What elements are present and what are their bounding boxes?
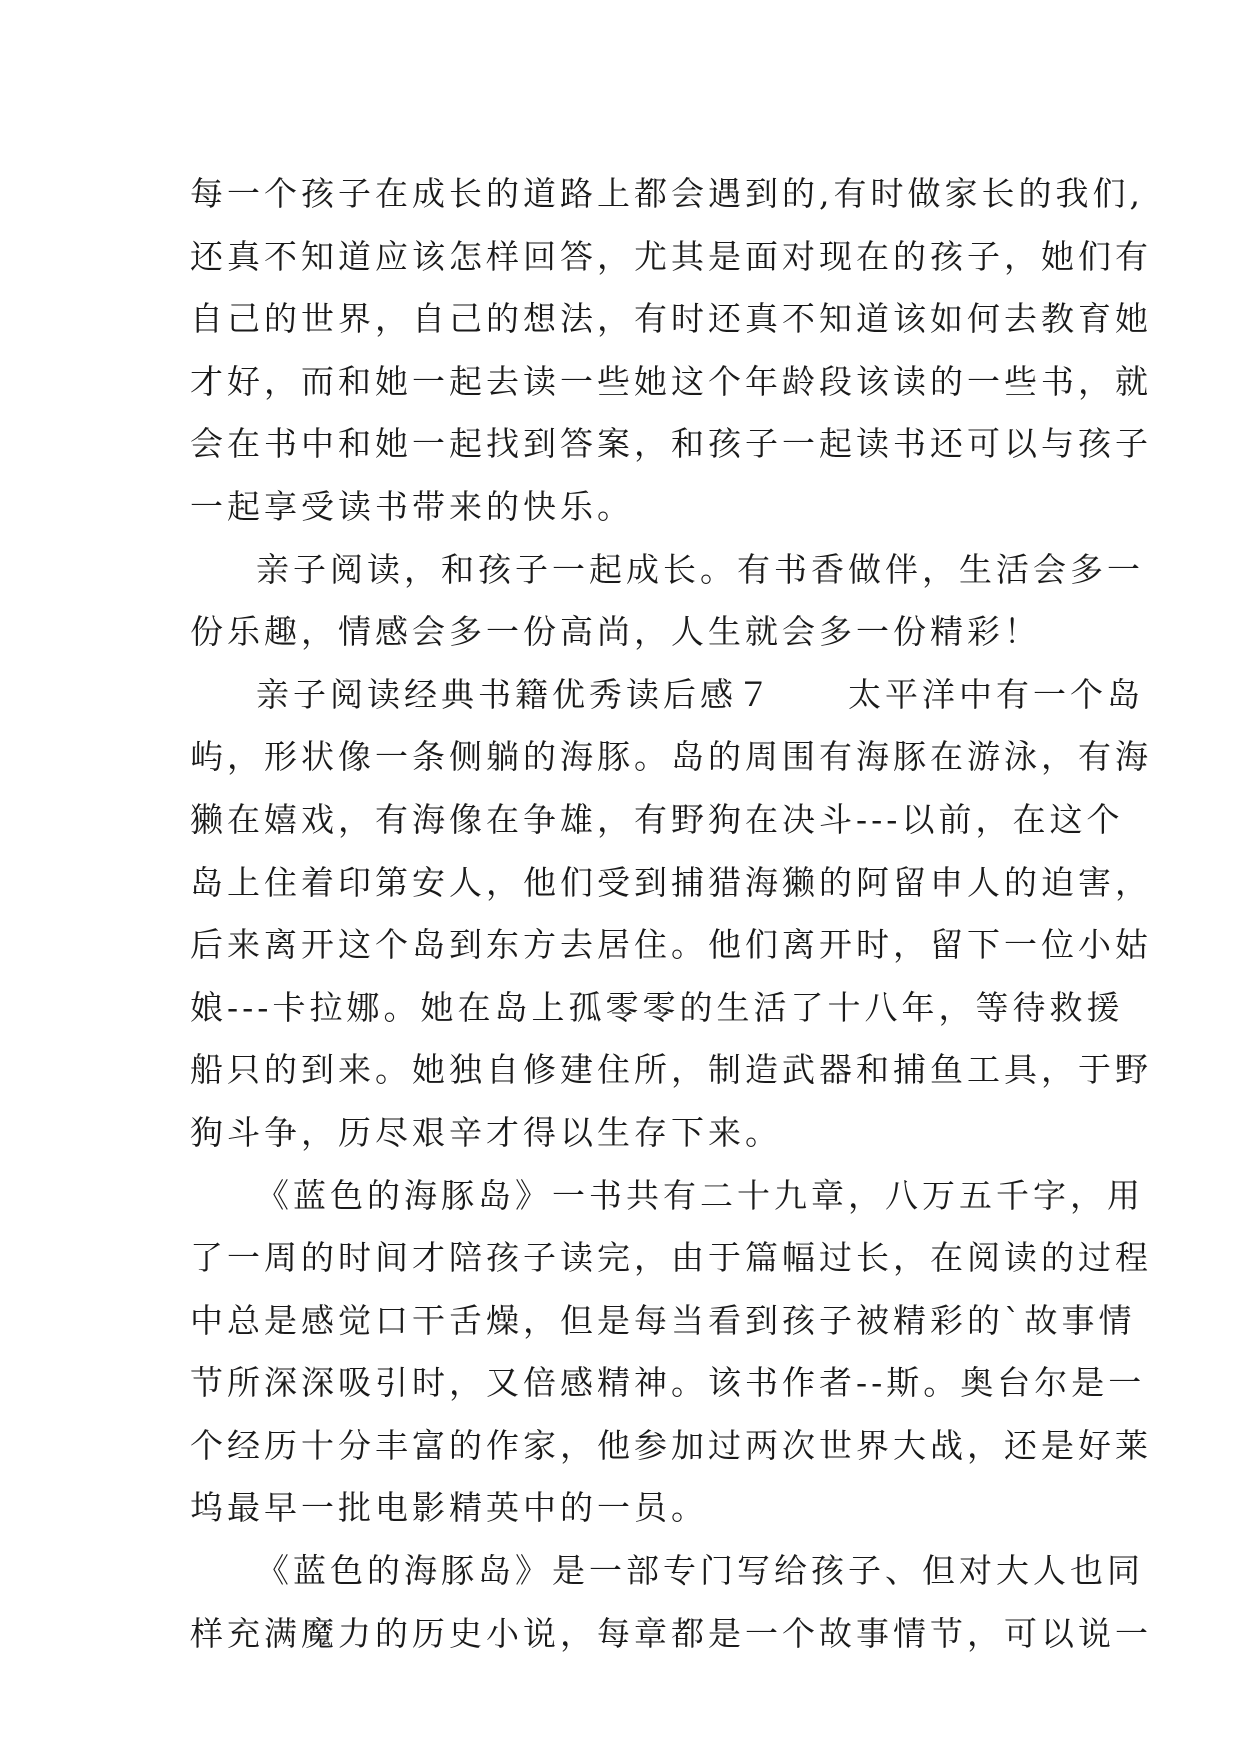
body-text: [190, 163, 1152, 1665]
text-line: 了一周的时间才陪孩子读完，由于篇幅过长，在阅读的过程: [190, 1238, 1152, 1278]
text-line: 岛上住着印第安人，他们受到捕猎海獭的阿留申人的迫害，: [190, 862, 1152, 902]
text-line: 《蓝色的海豚岛》是一部专门写给孩子、但对大人也同: [256, 1551, 1144, 1591]
text-line: 狗斗争，历尽艰辛才得以生存下来。: [190, 1112, 782, 1152]
text-line: 船只的到来。她独自修建住所，制造武器和捕鱼工具，于野: [190, 1050, 1152, 1090]
text-line: 后来离开这个岛到东方去居住。他们离开时，留下一位小姑: [190, 925, 1152, 965]
text-line: 亲子阅读经典书籍优秀读后感７ 太平洋中有一个岛: [256, 674, 1144, 714]
text-line: 《蓝色的海豚岛》一书共有二十九章，八万五千字，用: [256, 1175, 1144, 1215]
text-line: 屿，形状像一条侧躺的海豚。岛的周围有海豚在游泳，有海: [190, 737, 1152, 777]
text-line: 獭在嬉戏，有海像在争雄，有野狗在决斗---以前，在这个: [190, 799, 1124, 839]
text-line: 一起享受读书带来的快乐。: [190, 486, 634, 526]
text-line: 亲子阅读，和孩子一起成长。有书香做伴，生活会多一: [256, 549, 1144, 589]
text-line: 娘---卡拉娜。她在岛上孤零零的生活了十八年，等待救援: [190, 987, 1124, 1027]
text-line: 还真不知道应该怎样回答，尤其是面对现在的孩子，她们有: [190, 236, 1152, 276]
text-line: 会在书中和她一起找到答案，和孩子一起读书还可以与孩子: [190, 424, 1152, 464]
text-line: 坞最早一批电影精英中的一员。: [190, 1488, 708, 1528]
text-line: 节所深深吸引时，又倍感精神。该书作者--斯。奥台尔是一: [190, 1363, 1146, 1403]
text-line: 份乐趣，情感会多一份高尚，人生就会多一份精彩！: [190, 612, 1041, 652]
text-line: 每一个孩子在成长的道路上都会遇到的,有时做家长的我们,: [190, 174, 1144, 213]
text-line: 才好，而和她一起去读一些她这个年龄段该读的一些书，就: [190, 361, 1152, 401]
text-line: 中总是感觉口干舌燥，但是每当看到孩子被精彩的`故事情: [190, 1300, 1136, 1340]
text-line: 自己的世界，自己的想法，有时还真不知道该如何去教育她: [190, 299, 1152, 339]
text-line: 个经历十分丰富的作家，他参加过两次世界大战，还是好莱: [190, 1425, 1152, 1465]
text-line: 样充满魔力的历史小说，每章都是一个故事情节，可以说一: [190, 1613, 1152, 1653]
